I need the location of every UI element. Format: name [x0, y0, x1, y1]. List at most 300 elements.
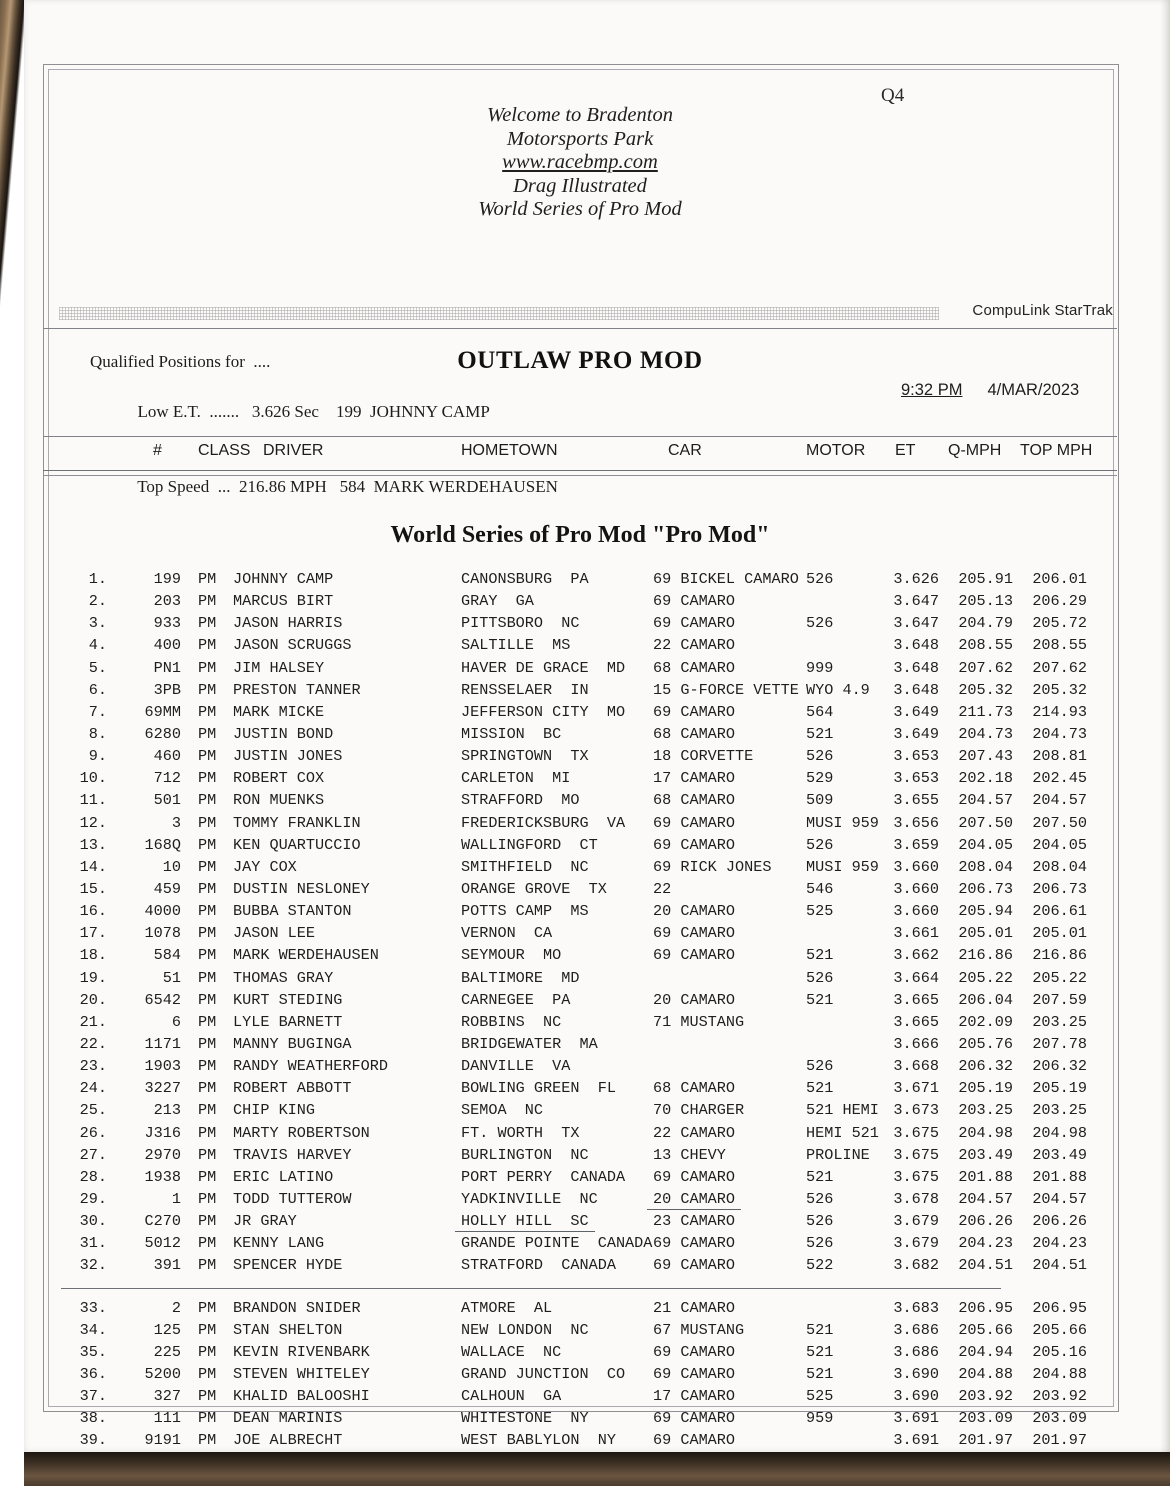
cell-et: 3.668: [893, 1057, 939, 1076]
cell-class: PM: [198, 1431, 217, 1450]
cell-et: 3.648: [893, 636, 939, 655]
cell-position: 23.: [79, 1057, 107, 1076]
cell-car: 23 CAMARO: [653, 1212, 736, 1231]
cell-car: 69 CAMARO: [653, 1234, 736, 1253]
cell-car-number: 4000: [144, 902, 181, 921]
stipple-divider: [59, 307, 939, 320]
cell-motor: 521: [806, 1364, 834, 1383]
cell-motor: 526: [806, 835, 834, 854]
cell-hometown: SALTILLE MS: [461, 636, 571, 655]
cell-position: 33.: [79, 1298, 107, 1317]
cell-et: 3.682: [893, 1256, 939, 1275]
cell-car-number: 1: [171, 1189, 181, 1208]
cell-driver: STEVEN WHITELEY: [233, 1364, 370, 1383]
cell-et: 3.655: [893, 791, 939, 810]
cell-position: 13.: [79, 835, 107, 854]
cell-car-number: 3PB: [153, 680, 181, 699]
cell-qualifying-mph: 204.51: [958, 1256, 1013, 1275]
cell-et: 3.649: [893, 724, 939, 743]
cell-qualifying-mph: 201.97: [958, 1431, 1013, 1450]
cell-motor: 526: [806, 1057, 834, 1076]
cell-top-mph: 206.73: [1032, 879, 1087, 898]
cell-top-mph: 208.55: [1032, 636, 1087, 655]
cell-qualifying-mph: 202.09: [958, 1012, 1013, 1031]
cell-class: PM: [198, 769, 217, 788]
cell-class: PM: [198, 1101, 217, 1120]
cell-qualifying-mph: 207.50: [958, 813, 1013, 832]
cell-driver: JR GRAY: [233, 1212, 297, 1231]
cell-hometown: PITTSBORO NC: [461, 614, 580, 633]
cell-hometown: HAVER DE GRACE MD: [461, 658, 626, 677]
low-et-car-number: 199: [335, 402, 362, 421]
cell-top-mph: 208.81: [1032, 747, 1087, 766]
cell-et: 3.690: [893, 1387, 939, 1406]
table-row: [43, 681, 1117, 703]
table-row: [43, 858, 1117, 880]
cell-top-mph: 206.01: [1032, 570, 1087, 588]
column-header-et: ET: [895, 442, 916, 459]
cell-driver: JASON HARRIS: [233, 614, 343, 633]
cell-top-mph: 206.95: [1032, 1298, 1087, 1317]
cell-position: 27.: [79, 1145, 107, 1164]
cell-qualifying-mph: 205.76: [958, 1034, 1013, 1053]
cell-hometown: BRIDGEWATER MA: [461, 1034, 598, 1053]
column-header-motor: MOTOR: [806, 442, 866, 459]
cell-motor: 546: [806, 879, 834, 898]
cell-et: 3.653: [893, 769, 939, 788]
masthead-line-2: Motorsports Park: [506, 127, 654, 150]
cell-hometown: POTTS CAMP MS: [461, 902, 589, 921]
column-header-hometown: HOMETOWN: [461, 442, 558, 459]
cell-class: PM: [198, 857, 217, 876]
cell-top-mph: 207.78: [1032, 1034, 1087, 1053]
cell-car: 21 CAMARO: [653, 1298, 736, 1317]
cell-car-number: 51: [162, 968, 181, 987]
cell-driver: RON MUENKS: [233, 791, 325, 810]
cell-car: 20 CAMARO: [653, 1189, 736, 1208]
cell-class: PM: [198, 1409, 217, 1428]
cell-car-number: 10: [162, 857, 181, 876]
cell-car-number: PN1: [153, 658, 181, 677]
cell-car-number: 1903: [144, 1057, 181, 1076]
cell-top-mph: 203.09: [1032, 1409, 1087, 1428]
cell-driver: ROBERT ABBOTT: [233, 1079, 352, 1098]
cell-driver: MARK MICKE: [233, 702, 325, 721]
cell-top-mph: 204.98: [1032, 1123, 1087, 1142]
table-row: [43, 703, 1117, 725]
cell-car-number: 391: [153, 1256, 181, 1275]
table-row: [43, 969, 1117, 991]
column-header-car: CAR: [668, 442, 702, 459]
cell-qualifying-mph: 204.57: [958, 791, 1013, 810]
cell-class: PM: [198, 1057, 217, 1076]
cell-position: 38.: [79, 1409, 107, 1428]
cell-car-number: 5200: [144, 1364, 181, 1383]
cell-et: 3.653: [893, 747, 939, 766]
cell-et: 3.686: [893, 1320, 939, 1339]
cell-position: 15.: [79, 879, 107, 898]
cell-position: 26.: [79, 1123, 107, 1142]
top-speed-value: 216.86: [238, 477, 286, 496]
cell-driver: MARK WERDEHAUSEN: [233, 946, 379, 965]
cell-car-number: 203: [153, 592, 181, 611]
cell-class: PM: [198, 968, 217, 987]
cell-car-number: 9191: [144, 1431, 181, 1450]
cell-car: 69 CAMARO: [653, 835, 736, 854]
cell-qualifying-mph: 205.32: [958, 680, 1013, 699]
top-speed-car-number: 584: [339, 477, 366, 496]
table-row: [43, 1234, 1117, 1256]
cell-motor: PROLINE: [806, 1145, 870, 1164]
cell-qualifying-mph: 205.91: [958, 570, 1013, 588]
cell-car-number: 584: [153, 946, 181, 965]
cell-hometown: BURLINGTON NC: [461, 1145, 589, 1164]
cell-qualifying-mph: 205.22: [958, 968, 1013, 987]
cell-position: 34.: [79, 1320, 107, 1339]
cell-position: 24.: [79, 1079, 107, 1098]
cell-motor: 529: [806, 769, 834, 788]
cell-qualifying-mph: 216.86: [958, 946, 1013, 965]
cell-class: PM: [198, 570, 217, 588]
cell-motor: 526: [806, 747, 834, 766]
cell-position: 29.: [79, 1189, 107, 1208]
cell-driver: STAN SHELTON: [233, 1320, 343, 1339]
cell-hometown: SMITHFIELD NC: [461, 857, 589, 876]
cell-qualifying-mph: 207.43: [958, 747, 1013, 766]
cell-hometown: FREDERICKSBURG VA: [461, 813, 626, 832]
column-header-driver: DRIVER: [263, 442, 324, 459]
cell-class: PM: [198, 1320, 217, 1339]
cell-qualifying-mph: 204.23: [958, 1234, 1013, 1253]
cell-motor: 526: [806, 1212, 834, 1231]
cell-position: 37.: [79, 1387, 107, 1406]
cell-et: 3.647: [893, 592, 939, 611]
cell-top-mph: 204.23: [1032, 1234, 1087, 1253]
cell-motor: 521 HEMI: [806, 1101, 879, 1120]
column-header-topmph: TOP MPH: [1020, 442, 1093, 459]
table-row: [43, 1013, 1117, 1035]
cell-class: PM: [198, 702, 217, 721]
cell-et: 3.679: [893, 1234, 939, 1253]
results-table: [43, 570, 1117, 1453]
cell-class: PM: [198, 902, 217, 921]
qualified-for-label: Qualified Positions for ....: [90, 352, 271, 371]
cell-car: 68 CAMARO: [653, 724, 736, 743]
cell-motor: 521: [806, 1320, 834, 1339]
cell-class: PM: [198, 614, 217, 633]
cell-hometown: VERNON CA: [461, 924, 553, 943]
cell-position: 12.: [79, 813, 107, 832]
cell-car-number: J316: [144, 1123, 181, 1142]
qualified-field-cut-line: [61, 1288, 1001, 1289]
cell-position: 39.: [79, 1431, 107, 1450]
cell-motor: 526: [806, 570, 834, 588]
cell-car: 67 MUSTANG: [653, 1320, 745, 1339]
low-et-label: Low E.T. .......: [137, 402, 240, 421]
cell-driver: KHALID BALOOSHI: [233, 1387, 370, 1406]
table-row: [43, 747, 1117, 769]
cell-car-number: 3227: [144, 1079, 181, 1098]
cell-car-number: 3: [171, 813, 181, 832]
cell-et: 3.660: [893, 857, 939, 876]
cell-hometown: GRAND JUNCTION CO: [461, 1364, 626, 1383]
cell-class: PM: [198, 680, 217, 699]
cell-position: 32.: [79, 1256, 107, 1275]
cell-qualifying-mph: 203.92: [958, 1387, 1013, 1406]
table-row: [43, 902, 1117, 924]
cell-et: 3.648: [893, 658, 939, 677]
top-speed-label: Top Speed ...: [137, 477, 231, 496]
table-row: [43, 1168, 1117, 1190]
cell-et: 3.665: [893, 1012, 939, 1031]
cell-car-number: 2970: [144, 1145, 181, 1164]
cell-class: PM: [198, 1145, 217, 1164]
pen-underline-annotation: [455, 1231, 595, 1232]
cell-hometown: ATMORE AL: [461, 1298, 553, 1317]
cell-class: PM: [198, 1364, 217, 1383]
cell-position: 6.: [88, 680, 107, 699]
cell-top-mph: 216.86: [1032, 946, 1087, 965]
cell-position: 5.: [88, 658, 107, 677]
cell-qualifying-mph: 204.79: [958, 614, 1013, 633]
cell-top-mph: 205.22: [1032, 968, 1087, 987]
column-header-row: [43, 442, 1117, 468]
cell-driver: ERIC LATINO: [233, 1167, 334, 1186]
cell-car: 69 CAMARO: [653, 813, 736, 832]
cell-car: 22 CAMARO: [653, 636, 736, 655]
cell-motor: 521: [806, 990, 834, 1009]
table-row: [43, 1409, 1117, 1431]
cell-qualifying-mph: 203.49: [958, 1145, 1013, 1164]
cell-motor: MUSI 959: [806, 857, 879, 876]
cell-car-number: 5012: [144, 1234, 181, 1253]
cell-qualifying-mph: 205.01: [958, 924, 1013, 943]
cell-top-mph: 206.32: [1032, 1057, 1087, 1076]
table-row: [43, 1146, 1117, 1168]
cell-et: 3.661: [893, 924, 939, 943]
cell-qualifying-mph: 208.55: [958, 636, 1013, 655]
column-header-class: CLASS: [198, 442, 251, 459]
cell-et: 3.690: [893, 1364, 939, 1383]
cell-motor: 525: [806, 902, 834, 921]
masthead-website[interactable]: www.racebmp.com: [502, 151, 658, 173]
top-speed-driver: MARK WERDEHAUSEN: [373, 477, 558, 496]
cell-position: 22.: [79, 1034, 107, 1053]
cell-driver: MANNY BUGINGA: [233, 1034, 352, 1053]
timing-system-brand: CompuLink StarTrak: [972, 302, 1113, 319]
table-row: [43, 880, 1117, 902]
cell-hometown: GRAY GA: [461, 592, 534, 611]
cell-qualifying-mph: 204.57: [958, 1189, 1013, 1208]
cell-position: 19.: [79, 968, 107, 987]
cell-position: 1.: [88, 570, 107, 588]
cell-position: 28.: [79, 1167, 107, 1186]
cell-top-mph: 204.51: [1032, 1256, 1087, 1275]
cell-hometown: BALTIMORE MD: [461, 968, 580, 987]
paper-right-shadow: [1160, 0, 1170, 1452]
cell-car: 69 CAMARO: [653, 592, 736, 611]
cell-driver: JUSTIN BOND: [233, 724, 334, 743]
cell-hometown: ROBBINS NC: [461, 1012, 562, 1031]
cell-motor: 521: [806, 1167, 834, 1186]
masthead-line-4: Drag Illustrated: [513, 174, 647, 197]
cell-car: 15 G-FORCE VETTE: [653, 680, 799, 699]
cell-hometown: CARLETON MI: [461, 769, 571, 788]
cell-motor: 526: [806, 614, 834, 633]
low-et-line: [90, 374, 558, 449]
cell-car-number: 199: [153, 570, 181, 588]
cell-motor: HEMI 521: [806, 1123, 879, 1142]
cell-et: 3.683: [893, 1298, 939, 1317]
cell-et: 3.675: [893, 1123, 939, 1142]
cell-car: 20 CAMARO: [653, 902, 736, 921]
cell-top-mph: 204.73: [1032, 724, 1087, 743]
pen-underline-annotation: [647, 1209, 741, 1210]
table-row: [43, 1299, 1117, 1321]
masthead-line-5: World Series of Pro Mod: [478, 198, 682, 220]
cell-position: 2.: [88, 592, 107, 611]
table-row: [43, 991, 1117, 1013]
cell-qualifying-mph: 208.04: [958, 857, 1013, 876]
cell-class: PM: [198, 813, 217, 832]
cell-top-mph: 203.92: [1032, 1387, 1087, 1406]
cell-hometown: GRANDE POINTE CANADA: [461, 1234, 653, 1253]
cell-top-mph: 207.62: [1032, 658, 1087, 677]
cell-hometown: WEST BABLYLON NY: [461, 1431, 616, 1450]
cell-et: 3.664: [893, 968, 939, 987]
cell-driver: TRAVIS HARVEY: [233, 1145, 352, 1164]
cell-hometown: DANVILLE VA: [461, 1057, 571, 1076]
cell-top-mph: 201.97: [1032, 1431, 1087, 1450]
cell-hometown: PORT PERRY CANADA: [461, 1167, 626, 1186]
cell-car: 18 CORVETTE: [653, 747, 754, 766]
cell-class: PM: [198, 1012, 217, 1031]
cell-car: 68 CAMARO: [653, 1079, 736, 1098]
section-title: World Series of Pro Mod "Pro Mod": [390, 522, 770, 548]
cell-top-mph: 206.29: [1032, 592, 1087, 611]
cell-car-number: 400: [153, 636, 181, 655]
cell-class: PM: [198, 1298, 217, 1317]
cell-car-number: C270: [144, 1212, 181, 1231]
cell-top-mph: 205.32: [1032, 680, 1087, 699]
cell-position: 21.: [79, 1012, 107, 1031]
cell-qualifying-mph: 211.73: [958, 702, 1013, 721]
cell-et: 3.678: [893, 1189, 939, 1208]
cell-driver: THOMAS GRAY: [233, 968, 334, 987]
table-row: [43, 1387, 1117, 1409]
cell-driver: RANDY WEATHERFORD: [233, 1057, 388, 1076]
cell-position: 35.: [79, 1342, 107, 1361]
cell-car: 69 CAMARO: [653, 614, 736, 633]
cell-class: PM: [198, 724, 217, 743]
cell-car-number: 1078: [144, 924, 181, 943]
cell-qualifying-mph: 204.94: [958, 1342, 1013, 1361]
cell-class: PM: [198, 791, 217, 810]
cell-driver: JAY COX: [233, 857, 297, 876]
cell-car: 71 MUSTANG: [653, 1012, 745, 1031]
cell-position: 36.: [79, 1364, 107, 1383]
cell-car-number: 69MM: [144, 702, 181, 721]
cell-motor: 522: [806, 1256, 834, 1275]
cell-driver: KENNY LANG: [233, 1234, 325, 1253]
cell-qualifying-mph: 201.88: [958, 1167, 1013, 1186]
cell-motor: MUSI 959: [806, 813, 879, 832]
cell-car: 17 CAMARO: [653, 769, 736, 788]
class-title: OUTLAW PRO MOD: [457, 347, 703, 374]
table-row: [43, 1365, 1117, 1387]
cell-car-number: 459: [153, 879, 181, 898]
cell-qualifying-mph: 205.94: [958, 902, 1013, 921]
cell-position: 9.: [88, 747, 107, 766]
table-row: [43, 1035, 1117, 1057]
cell-qualifying-mph: 206.26: [958, 1212, 1013, 1231]
table-row: [43, 1431, 1117, 1453]
report-timestamp: [898, 381, 1079, 400]
cell-qualifying-mph: 205.66: [958, 1320, 1013, 1339]
cell-position: 31.: [79, 1234, 107, 1253]
cell-class: PM: [198, 1123, 217, 1142]
cell-qualifying-mph: 206.95: [958, 1298, 1013, 1317]
cell-et: 3.659: [893, 835, 939, 854]
cell-driver: TOMMY FRANKLIN: [233, 813, 361, 832]
cell-driver: KEN QUARTUCCIO: [233, 835, 361, 854]
cell-hometown: ORANGE GROVE TX: [461, 879, 607, 898]
cell-car-number: 327: [153, 1387, 181, 1406]
cell-class: PM: [198, 1342, 217, 1361]
masthead: [43, 104, 1117, 222]
cell-driver: JIM HALSEY: [233, 658, 325, 677]
table-row: [43, 592, 1117, 614]
cell-top-mph: 205.19: [1032, 1079, 1087, 1098]
cell-car: 17 CAMARO: [653, 1387, 736, 1406]
cell-qualifying-mph: 206.73: [958, 879, 1013, 898]
cell-qualifying-mph: 202.18: [958, 769, 1013, 788]
cell-car: 20 CAMARO: [653, 990, 736, 1009]
cell-hometown: CANONSBURG PA: [461, 570, 589, 588]
table-row: [43, 1124, 1117, 1146]
cell-car: 69 CAMARO: [653, 1167, 736, 1186]
cell-car: 69 CAMARO: [653, 702, 736, 721]
cell-qualifying-mph: 206.04: [958, 990, 1013, 1009]
cell-motor: WYO 4.9: [806, 680, 870, 699]
table-row: [43, 636, 1117, 658]
cell-class: PM: [198, 924, 217, 943]
cell-top-mph: 204.57: [1032, 1189, 1087, 1208]
cell-top-mph: 202.45: [1032, 769, 1087, 788]
cell-car: 69 CAMARO: [653, 1364, 736, 1383]
cell-class: PM: [198, 1079, 217, 1098]
cell-position: 8.: [88, 724, 107, 743]
cell-driver: MARCUS BIRT: [233, 592, 334, 611]
cell-position: 16.: [79, 902, 107, 921]
cell-hometown: FT. WORTH TX: [461, 1123, 580, 1142]
column-header-number: #: [153, 442, 162, 459]
cell-hometown: SEMOA NC: [461, 1101, 544, 1120]
table-row: [43, 1079, 1117, 1101]
cell-car-number: 1171: [144, 1034, 181, 1053]
cell-position: 4.: [88, 636, 107, 655]
cell-car-number: 6542: [144, 990, 181, 1009]
cell-position: 7.: [88, 702, 107, 721]
cell-driver: BRANDON SNIDER: [233, 1298, 361, 1317]
cell-position: 10.: [79, 769, 107, 788]
cell-car: 69 BICKEL CAMARO: [653, 570, 799, 588]
cell-qualifying-mph: 204.05: [958, 835, 1013, 854]
cell-top-mph: 203.25: [1032, 1101, 1087, 1120]
cell-hometown: RENSSELAER IN: [461, 680, 589, 699]
cell-position: 25.: [79, 1101, 107, 1120]
cell-top-mph: 205.01: [1032, 924, 1087, 943]
